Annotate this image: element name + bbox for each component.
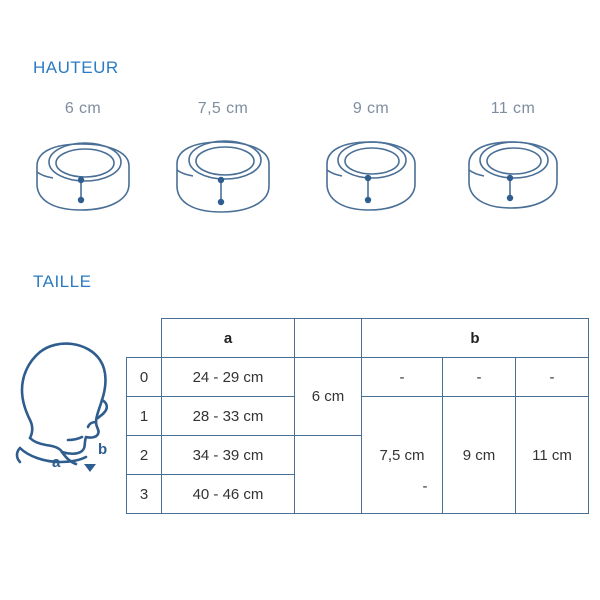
collar-item: [296, 100, 446, 222]
neck-collar-icon: [453, 122, 573, 222]
cell-a: 34 - 39 cm: [162, 436, 295, 475]
cell-b1: 7,5 cm: [362, 397, 443, 514]
collar-item: [8, 100, 158, 222]
neck-collar-icon: [311, 122, 431, 222]
row-index: 1: [127, 397, 162, 436]
head-profile-icon: [10, 330, 126, 490]
section-title-hauteur: HAUTEUR: [33, 58, 119, 77]
collar-item: [148, 100, 298, 222]
cell-a: 24 - 29 cm: [162, 358, 295, 397]
cell-b1: -: [362, 358, 443, 397]
collar-item: [438, 100, 588, 222]
collar-label: 11 cm: [490, 100, 536, 117]
cell-b2: 9 cm: [443, 397, 516, 514]
cell-a-height: 6 cm: [295, 358, 362, 436]
collar-label: 7,5 cm: [197, 100, 249, 117]
header-b: b: [362, 319, 589, 358]
neck-collar-icon: [23, 122, 143, 222]
table-row: [127, 358, 589, 397]
row-index: 3: [127, 475, 162, 514]
neck-collar-icon: [163, 122, 283, 222]
table-header-row: [127, 319, 589, 358]
collar-label: 6 cm: [64, 100, 102, 117]
section-title-taille: TAILLE: [33, 272, 92, 291]
cell-b3: 11 cm: [516, 397, 589, 514]
cell-b3: -: [516, 358, 589, 397]
cell-a: 40 - 46 cm: [162, 475, 295, 514]
header-a: a: [162, 319, 295, 358]
head-label-a: a: [52, 454, 61, 471]
row-index: 0: [127, 358, 162, 397]
collar-label: 9 cm: [352, 100, 390, 117]
cell-a: 28 - 33 cm: [162, 397, 295, 436]
size-table: [126, 318, 589, 514]
cell-b2: -: [443, 358, 516, 397]
row-index: 2: [127, 436, 162, 475]
cell-a-height-dash: -: [422, 478, 428, 495]
head-label-b: b: [98, 441, 108, 458]
collar-height-row: [0, 100, 600, 240]
